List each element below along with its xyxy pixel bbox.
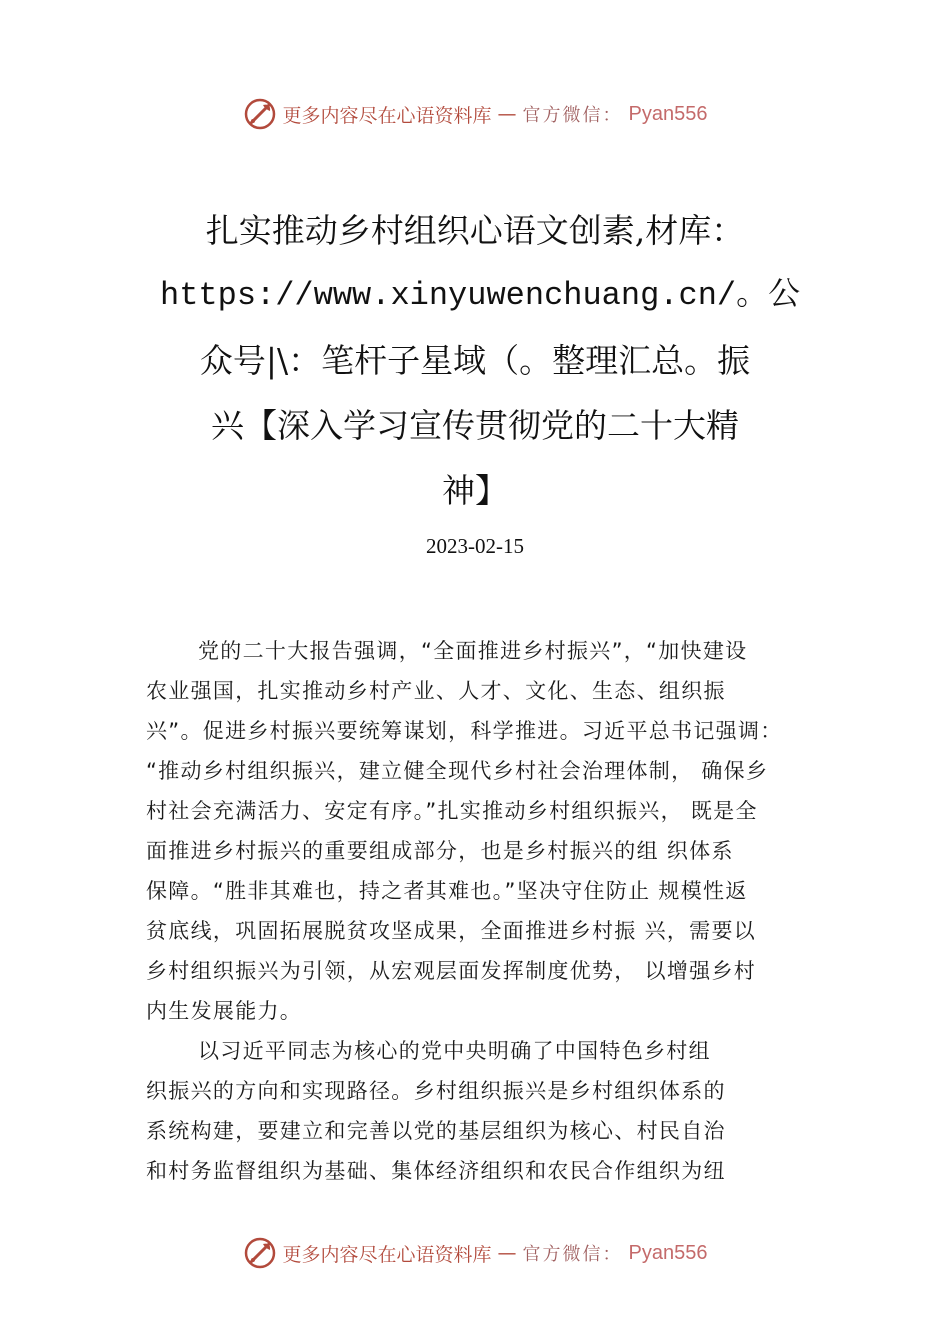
- paragraph-line: 内生发展能力。: [146, 999, 303, 1023]
- banner-wechat-id: Pyan556: [628, 1241, 708, 1264]
- title-line: 神】: [442, 471, 508, 510]
- paragraph-line: 兴”。促进乡村振兴要统筹谋划，科学推进。习近平总书记强调：: [146, 719, 783, 743]
- paragraph-line: “推动乡村组织振兴，建立健全现代乡村社会治理体制， 确保乡: [146, 759, 769, 783]
- title-line: 兴【深入学习宣传贯彻党的二十大精: [211, 406, 739, 445]
- publish-date: 2023-02-15: [426, 534, 524, 558]
- paragraph-line: 贫底线，巩固拓展脱贫攻坚成果，全面推进乡村振 兴，需要以: [146, 919, 757, 943]
- quill-pen-logo-icon: [243, 97, 277, 131]
- banner-main-text: 更多内容尽在心语资料库: [282, 1243, 492, 1266]
- title-line: https://www.xinyuwenchuang.cn/。公: [160, 277, 801, 314]
- banner-separator: —: [497, 1242, 517, 1264]
- footer-banner: [0, 1233, 950, 1273]
- title-line: 扎实推动乡村组织心语文创素,材库：: [205, 211, 745, 250]
- paragraph-line: 村社会充满活力、安定有序。”扎实推动乡村组织振兴， 既是全: [146, 799, 758, 823]
- banner-wechat-label: 官方微信：: [522, 1244, 623, 1265]
- paragraph-line: 保障。“胜非其难也，持之者其难也。”坚决守住防止 规模性返: [146, 879, 748, 903]
- banner-separator: —: [497, 103, 517, 125]
- paragraph-line: 面推进乡村振兴的重要组成部分，也是乡村振兴的组 织体系: [146, 839, 734, 863]
- paragraph-line: 系统构建，要建立和完善以党的基层组织为核心、村民自治: [146, 1119, 726, 1143]
- quill-pen-logo-icon: [243, 1236, 277, 1270]
- banner-wechat-id: Pyan556: [628, 102, 708, 125]
- paragraph-line: 党的二十大报告强调，“全面推进乡村振兴”，“加快建设: [198, 639, 748, 663]
- article-body: [146, 631, 836, 1191]
- paragraph-line: 乡村组织振兴为引领，从宏观层面发挥制度优势， 以增强乡村: [146, 959, 757, 983]
- document-title: [160, 198, 801, 523]
- paragraph-line: 以习近平同志为核心的党中央明确了中国特色乡村组: [198, 1039, 711, 1063]
- banner-main-text: 更多内容尽在心语资料库: [282, 104, 492, 127]
- paragraph-line: 织振兴的方向和实现路径。乡村组织振兴是乡村组织体系的: [146, 1079, 726, 1103]
- header-banner: [0, 94, 950, 134]
- paragraph-line: 农业强国，扎实推动乡村产业、人才、文化、生态、组织振: [146, 679, 726, 703]
- banner-wechat-label: 官方微信：: [522, 105, 623, 126]
- title-line: 众号|\：笔杆子星域（。整理汇总。振: [199, 341, 751, 380]
- paragraph-line: 和村务监督组织为基础、集体经济组织和农民合作组织为纽: [146, 1159, 726, 1183]
